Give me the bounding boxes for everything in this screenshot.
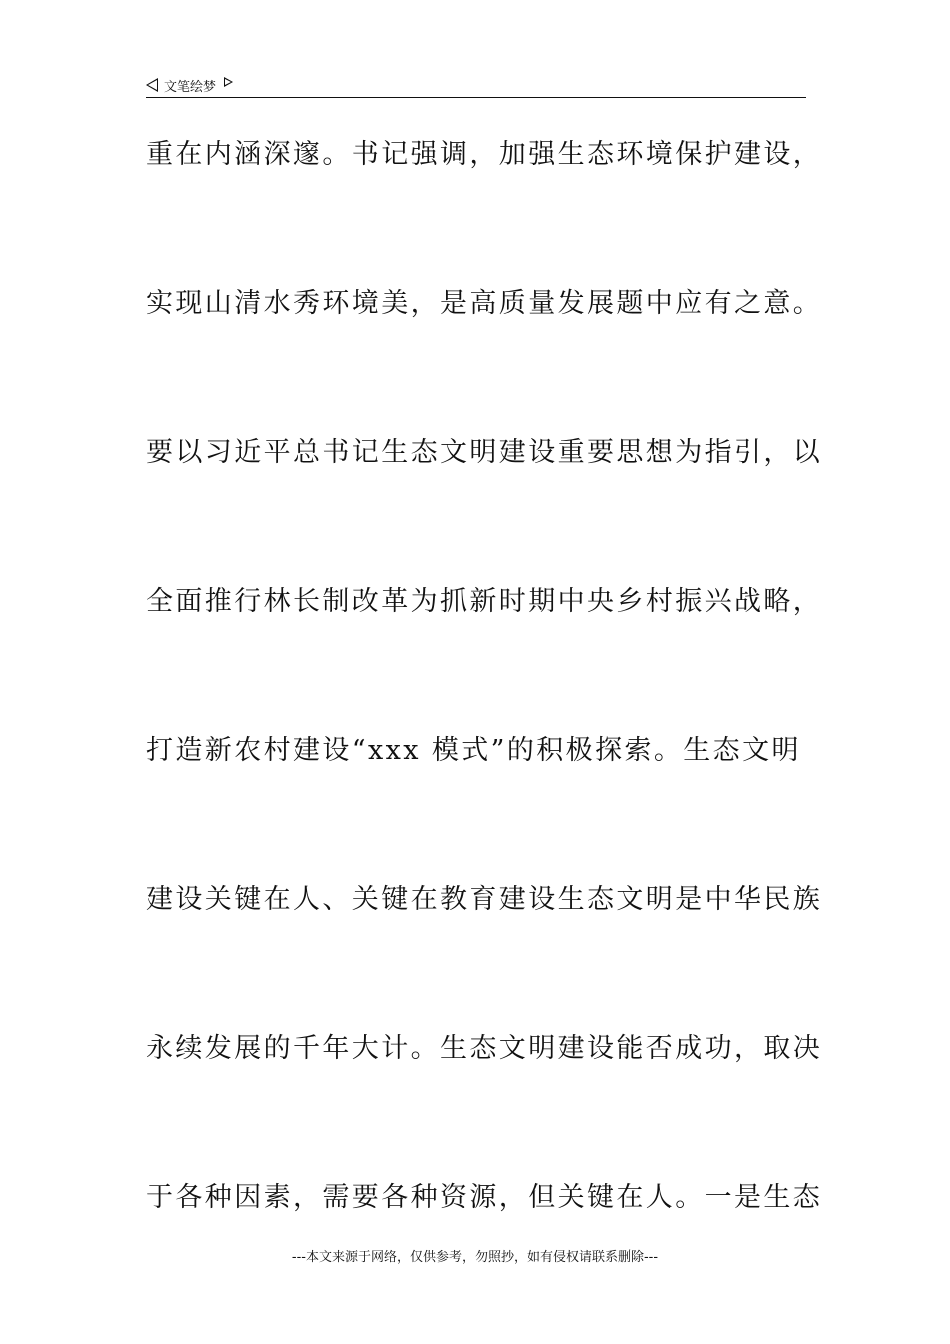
body-line: 实现山清水秀环境美，是高质量发展题中应有之意。: [146, 288, 823, 319]
triangle-left-icon: [146, 78, 158, 92]
body-line: 永续发展的千年大计。生态文明建设能否成功，取决: [146, 1033, 823, 1064]
header-divider: [146, 97, 806, 98]
page-header: [146, 74, 806, 96]
document-body: [146, 130, 823, 1322]
body-line: 要以习近平总书记生态文明建设重要思想为指引，以: [146, 437, 823, 468]
body-line: 打造新农村建设“xxx 模式”的积极探索。生态文明: [146, 735, 801, 766]
header-title: 文笔绘梦: [164, 79, 217, 95]
body-line: 重在内涵深邃。书记强调，加强生态环境保护建设，: [146, 139, 823, 170]
body-line: 建设关键在人、关键在教育建设生态文明是中华民族: [146, 884, 823, 915]
body-line: 于各种因素，需要各种资源，但关键在人。一是生态: [146, 1182, 823, 1213]
page-footer: ---本文来源于网络，仅供参考，勿照抄，如有侵权请联系删除---: [291, 1250, 659, 1265]
body-line: 全面推行林长制改革为抓新时期中央乡村振兴战略，: [146, 586, 823, 617]
triangle-right-icon: [224, 77, 233, 87]
